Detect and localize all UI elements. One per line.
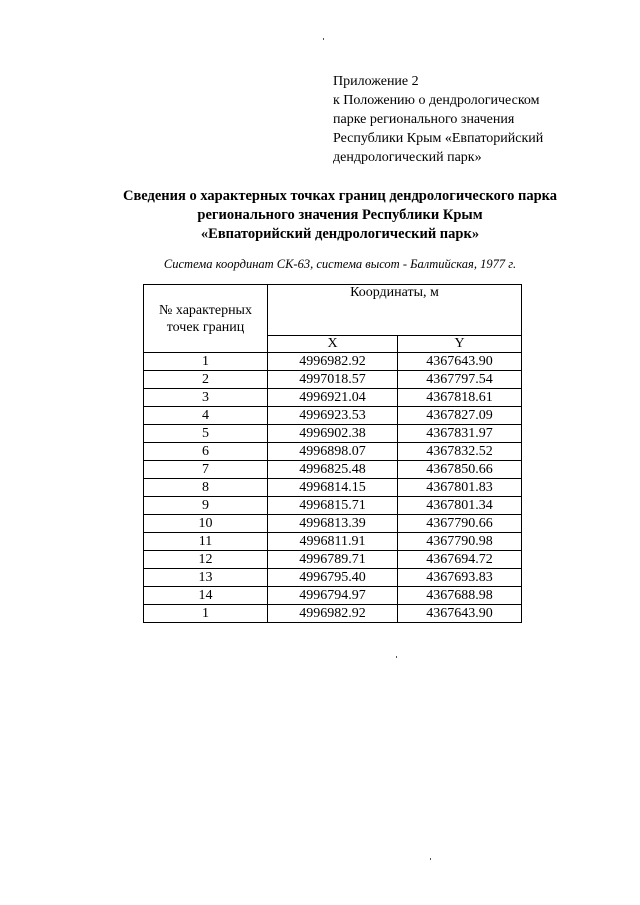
x-coordinate-cell: 4996814.15 xyxy=(268,479,398,497)
x-coordinate-cell: 4996811.91 xyxy=(268,533,398,551)
y-coordinate-cell: 4367831.97 xyxy=(398,425,522,443)
table-row xyxy=(144,515,522,533)
x-coordinate-cell: 4996789.71 xyxy=(268,551,398,569)
point-number-cell: 2 xyxy=(144,371,268,389)
scan-speck xyxy=(323,38,324,40)
table-row xyxy=(144,443,522,461)
x-coordinate-cell: 4996923.53 xyxy=(268,407,398,425)
y-coordinate-cell: 4367643.90 xyxy=(398,353,522,371)
y-coordinate-cell: 4367818.61 xyxy=(398,389,522,407)
heading-line: регионального значения Республики Крым xyxy=(197,207,483,223)
y-coordinate-cell: 4367790.66 xyxy=(398,515,522,533)
appendix-line: к Положению о дендрологическом xyxy=(333,93,540,108)
table-row xyxy=(144,479,522,497)
point-number-cell: 14 xyxy=(144,587,268,605)
table-row xyxy=(144,605,522,623)
x-coordinate-cell: 4996795.40 xyxy=(268,569,398,587)
table-row xyxy=(144,497,522,515)
coordinates-table-body xyxy=(144,353,522,623)
y-coordinate-cell: 4367801.83 xyxy=(398,479,522,497)
y-coordinate-cell: 4367693.83 xyxy=(398,569,522,587)
appendix-line: парке регионального значения xyxy=(333,112,515,127)
x-coordinate-cell: 4996898.07 xyxy=(268,443,398,461)
table-row xyxy=(144,461,522,479)
table-row xyxy=(144,551,522,569)
x-coordinate-cell: 4996982.92 xyxy=(268,605,398,623)
heading-line: «Евпаторийский дендрологический парк» xyxy=(200,226,480,242)
x-coordinate-cell: 4996921.04 xyxy=(268,389,398,407)
table-row xyxy=(144,533,522,551)
table-row xyxy=(144,371,522,389)
appendix-note xyxy=(333,72,593,167)
point-header-line: № характерных xyxy=(159,302,252,318)
x-coordinate-cell: 4996825.48 xyxy=(268,461,398,479)
scan-speck xyxy=(430,858,431,860)
point-number-cell: 4 xyxy=(144,407,268,425)
appendix-line: Приложение 2 xyxy=(333,74,419,89)
x-coordinate-cell: 4996813.39 xyxy=(268,515,398,533)
point-number-cell: 10 xyxy=(144,515,268,533)
scan-speck xyxy=(396,656,397,658)
point-number-cell: 5 xyxy=(144,425,268,443)
point-number-cell: 6 xyxy=(144,443,268,461)
point-number-cell: 11 xyxy=(144,533,268,551)
document-heading xyxy=(80,187,600,244)
x-coordinate-cell: 4996902.38 xyxy=(268,425,398,443)
coordinates-table xyxy=(143,284,522,623)
point-number-cell: 1 xyxy=(144,353,268,371)
table-row xyxy=(144,353,522,371)
x-coordinate-cell: 4996794.97 xyxy=(268,587,398,605)
point-number-cell: 13 xyxy=(144,569,268,587)
coordinates-header: Координаты, м xyxy=(268,285,522,336)
appendix-line: дендрологический парк» xyxy=(333,150,482,165)
heading-line: Сведения о характерных точках границ дендрологического парка xyxy=(122,188,558,204)
x-header: X xyxy=(268,336,398,353)
x-coordinate-cell: 4996815.71 xyxy=(268,497,398,515)
point-number-cell: 8 xyxy=(144,479,268,497)
appendix-line: Республики Крым «Евпаторийский xyxy=(333,131,544,146)
table-row xyxy=(144,587,522,605)
y-coordinate-cell: 4367694.72 xyxy=(398,551,522,569)
table-row xyxy=(144,407,522,425)
y-coordinate-cell: 4367832.52 xyxy=(398,443,522,461)
point-header-line: точек границ xyxy=(166,319,245,335)
point-number-cell: 3 xyxy=(144,389,268,407)
y-coordinate-cell: 4367643.90 xyxy=(398,605,522,623)
point-number-cell: 1 xyxy=(144,605,268,623)
table-row xyxy=(144,569,522,587)
table-row xyxy=(144,389,522,407)
x-coordinate-cell: 4996982.92 xyxy=(268,353,398,371)
y-coordinate-cell: 4367827.09 xyxy=(398,407,522,425)
y-coordinate-cell: 4367850.66 xyxy=(398,461,522,479)
point-number-header xyxy=(144,285,268,353)
y-coordinate-cell: 4367797.54 xyxy=(398,371,522,389)
y-coordinate-cell: 4367790.98 xyxy=(398,533,522,551)
table-row xyxy=(144,425,522,443)
x-coordinate-cell: 4997018.57 xyxy=(268,371,398,389)
point-number-cell: 7 xyxy=(144,461,268,479)
coordinate-system-note: Система координат СК-63, система высот - Балтийская, 1977 г. xyxy=(163,257,517,271)
y-coordinate-cell: 4367688.98 xyxy=(398,587,522,605)
point-number-cell: 9 xyxy=(144,497,268,515)
point-number-cell: 12 xyxy=(144,551,268,569)
y-coordinate-cell: 4367801.34 xyxy=(398,497,522,515)
y-header: Y xyxy=(398,336,522,353)
